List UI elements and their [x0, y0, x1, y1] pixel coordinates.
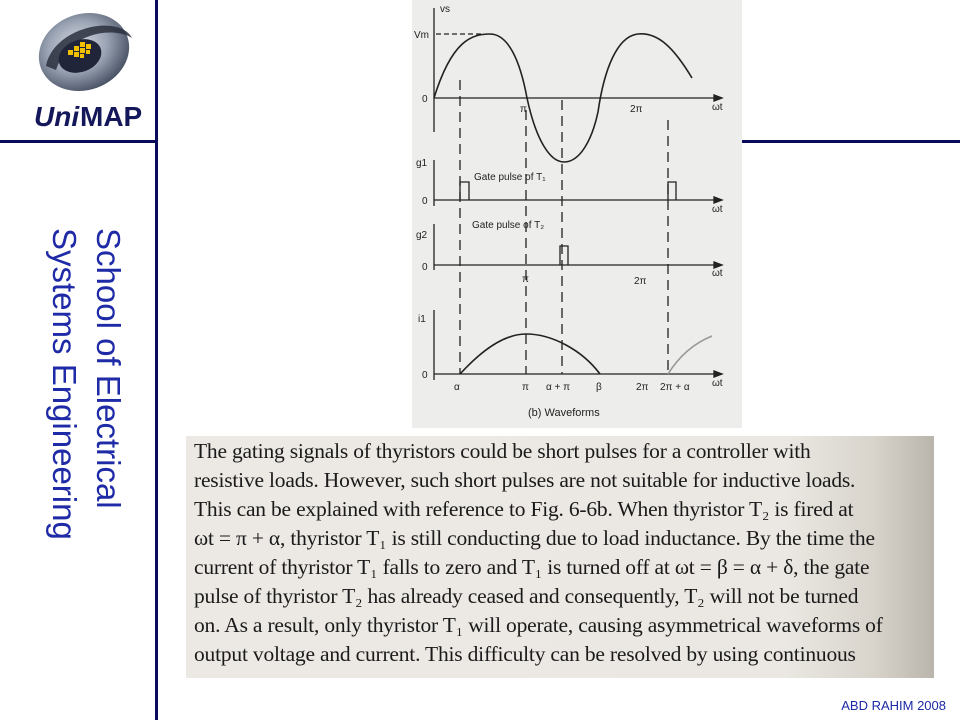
paragraph-line-3: This can be explained with reference to Fig. 6-6b. When thyristor T₂ is fired at	[194, 497, 854, 521]
header-divider-left	[0, 140, 156, 143]
waveform-svg	[412, 0, 742, 428]
paragraph-line-1: The gating signals of thyristors could be short pulses for a controller with	[194, 439, 811, 463]
vm-label: Vm	[414, 30, 429, 41]
g1-pulse-2	[668, 182, 676, 200]
i1-wt: ωt	[712, 378, 723, 389]
paragraph-line-5: current of thyristor T₁ falls to zero and T₁ is turned off at ωt = β = α + δ, the gate	[194, 555, 870, 579]
g1-wt: ωt	[712, 204, 723, 215]
header-divider-right	[742, 140, 960, 143]
sidebar-divider	[155, 0, 158, 720]
i1-zero: 0	[422, 370, 428, 381]
i1-current	[460, 334, 600, 374]
vs-wt: ωt	[712, 102, 723, 113]
paragraph-line-4: ωt = π + α, thyristor T₁ is still conducting due to load inductance. By the time the	[194, 526, 875, 550]
paragraph-line-2: resistive loads. However, such short pulses are not suitable for inductive loads.	[194, 468, 856, 492]
unimap-logo	[28, 8, 146, 133]
i1-beta: β	[596, 382, 602, 393]
paragraph-line-8: output voltage and current. This difficulty can be resolved by using continuous	[194, 642, 856, 666]
i1-pi: π	[522, 382, 529, 393]
vs-label: vs	[440, 4, 450, 15]
paragraph-line-6: pulse of thyristor T₂ has already ceased and consequently, T₂ will not be turned	[194, 584, 859, 608]
vs-two-pi: 2π	[630, 104, 643, 115]
figure-caption: (b) Waveforms	[528, 407, 600, 419]
gate-t1-label: Gate pulse of T₁	[474, 172, 546, 183]
department-title	[38, 228, 130, 588]
vs-zero: 0	[422, 94, 428, 105]
g1-label: g1	[416, 158, 428, 169]
department-title-line2: Systems Engineering	[46, 228, 83, 540]
g2-zero: 0	[422, 262, 428, 273]
g2-pi: π	[522, 274, 529, 285]
g1-pulse-1	[460, 182, 469, 200]
i1-two-pi: 2π	[636, 382, 649, 393]
vs-arrow	[714, 95, 722, 101]
logo-text-uni: Uni	[34, 101, 80, 132]
g2-wt: ωt	[712, 268, 723, 279]
logo-text-map: MAP	[80, 101, 143, 132]
waveform-figure	[412, 0, 742, 428]
i1-two-pi-alpha: 2π + α	[660, 382, 690, 393]
paragraph-line-7: on. As a result, only thyristor T₁ will operate, causing asymmetrical waveforms of	[194, 613, 883, 637]
department-title-line1: School of Electrical	[90, 228, 127, 509]
g2-label: g2	[416, 230, 428, 241]
i1-label: i1	[418, 314, 426, 325]
scanned-paragraph	[186, 436, 934, 678]
vs-pi: π	[520, 104, 527, 115]
g2-pulse	[560, 246, 568, 265]
i1-current-next	[668, 336, 712, 374]
footer-author: ABD RAHIM 2008	[841, 698, 946, 713]
gate-t2-label: Gate pulse of T₂	[472, 220, 545, 231]
i1-alpha-pi: α + π	[546, 382, 571, 393]
g1-arrow	[714, 197, 722, 203]
g1-zero: 0	[422, 196, 428, 207]
g2-two-pi: 2π	[634, 276, 647, 287]
i1-arrow	[714, 371, 722, 377]
i1-alpha: α	[454, 382, 460, 393]
